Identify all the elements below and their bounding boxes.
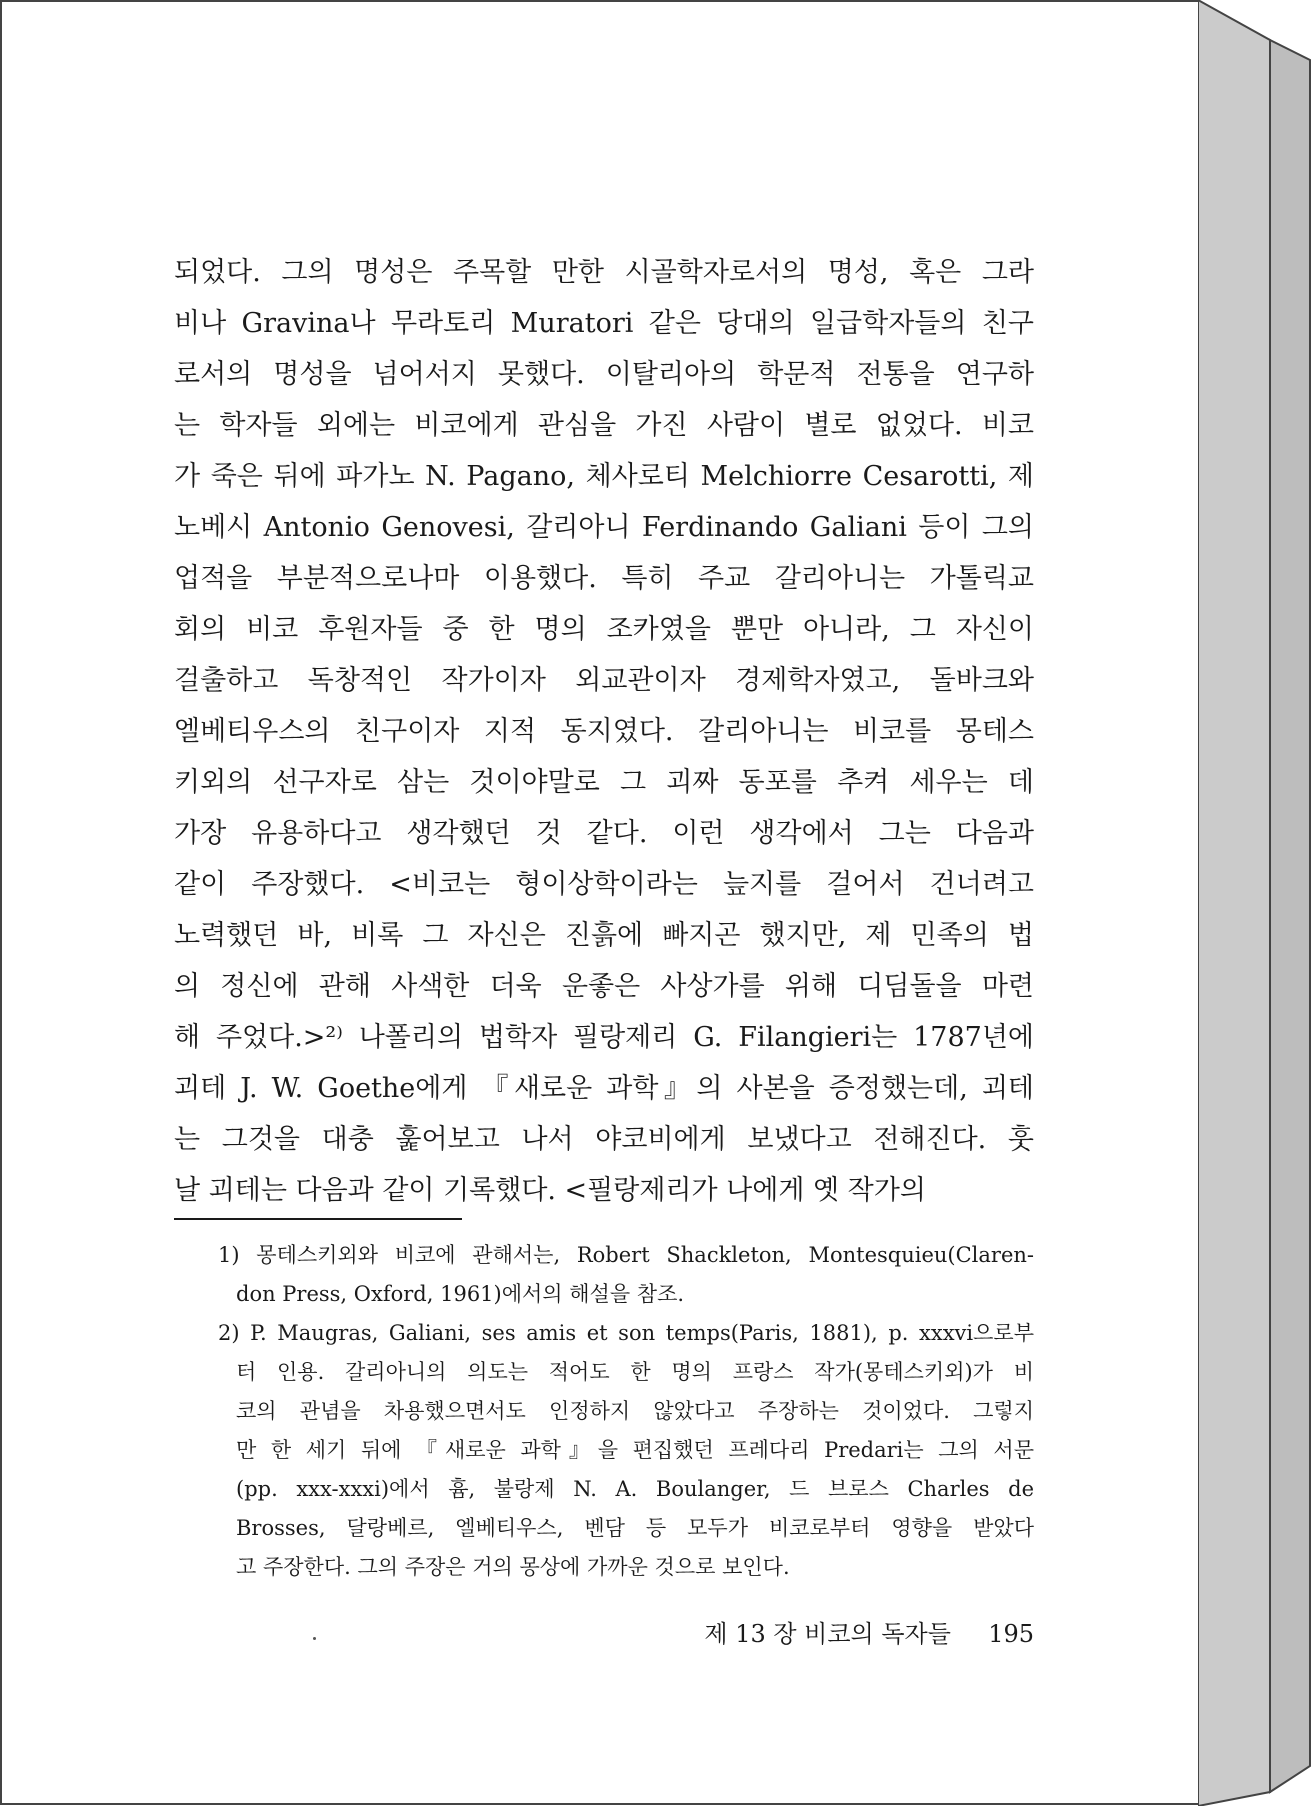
body-line: 같이 주장했다. <비코는 형이상학이라는 늪지를 걸어서 건너려고 <box>174 869 1034 900</box>
body-line: 노력했던 바, 비록 그 자신은 진흙에 빠지곤 했지만, 제 민족의 법 <box>174 920 1034 951</box>
body-text <box>174 247 1034 1216</box>
body-line: 의 정신에 관해 사색한 더욱 운좋은 사상가를 위해 디딤돌을 마련 <box>174 971 1034 1002</box>
body-line: 키외의 선구자로 삼는 것이야말로 그 괴짜 동포를 추켜 세우는 데 <box>174 767 1034 798</box>
footnote-line: 만 한 세기 뒤에 『새로운 과학』을 편집했던 프레다리 Predari는 그의 서문 <box>236 1438 1034 1462</box>
body-line: 가장 유용하다고 생각했던 것 같다. 이런 생각에서 그는 다음과 <box>174 818 1034 849</box>
body-line: 엘베티우스의 친구이자 지적 동지였다. 갈리아니는 비코를 몽테스 <box>174 716 1034 747</box>
body-line: 괴테 J. W. Goethe에게 『새로운 과학』의 사본을 증정했는데, 괴테 <box>174 1073 1034 1104</box>
body-line: 되었다. 그의 명성은 주목할 만한 시골학자로서의 명성, 혹은 그라 <box>174 257 1034 288</box>
footnotes <box>218 1236 1034 1587</box>
body-line: 로서의 명성을 넘어서지 못했다. 이탈리아의 학문적 전통을 연구하 <box>174 359 1034 390</box>
footnote-line: 2) P. Maugras, Galiani, ses amis et son temps(Paris, 1881), p. xxxvi으로부 <box>218 1321 1034 1345</box>
footnote-divider <box>174 1218 462 1220</box>
book-spine-edge <box>1198 0 1313 1806</box>
footnote-line: (pp. xxx-xxxi)에서 흄, 불랑제 N. A. Boulanger, 드 브로스 Charles de <box>236 1477 1034 1501</box>
print-speck <box>313 1637 316 1640</box>
body-line: 회의 비코 후원자들 중 한 명의 조카였을 뿐만 아니라, 그 자신이 <box>174 614 1034 645</box>
footnote-line: 1) 몽테스키외와 비코에 관해서는, Robert Shackleton, Montesquieu(Claren- <box>218 1243 1034 1267</box>
body-line: 날 괴테는 다음과 같이 기록했다. <필랑제리가 나에게 옛 작가의 <box>174 1175 926 1206</box>
body-line: 가 죽은 뒤에 파가노 N. Pagano, 체사로티 Melchiorre Cesarotti, 제 <box>174 461 1034 492</box>
body-line: 는 학자들 외에는 비코에게 관심을 가진 사람이 별로 없었다. 비코 <box>174 410 1034 441</box>
footnote-line: 코의 관념을 차용했으면서도 인정하지 않았다고 주장하는 것이었다. 그렇지 <box>236 1399 1034 1423</box>
body-line: 업적을 부분적으로나마 이용했다. 특히 주교 갈리아니는 가톨릭교 <box>174 563 1034 594</box>
body-line: 는 그것을 대충 훑어보고 나서 야코비에게 보냈다고 전해진다. 훗 <box>174 1124 1034 1155</box>
body-line: 비나 Gravina나 무라토리 Muratori 같은 당대의 일급학자들의 친구 <box>174 308 1034 339</box>
footnote-line: 고 주장한다. 그의 주장은 거의 몽상에 가까운 것으로 보인다. <box>236 1555 790 1579</box>
page-number: 195 <box>988 1620 1034 1648</box>
footnote-line: 터 인용. 갈리아니의 의도는 적어도 한 명의 프랑스 작가(몽테스키외)가 비 <box>236 1360 1034 1384</box>
body-line: 걸출하고 독창적인 작가이자 외교관이자 경제학자였고, 돌바크와 <box>174 665 1034 696</box>
chapter-title: 제 13 장 비코의 독자들 <box>704 1620 951 1648</box>
footnote-line: Brosses, 달랑베르, 엘베티우스, 벤담 등 모두가 비코로부터 영향을 받았다 <box>236 1516 1034 1540</box>
running-footer <box>700 1614 1034 1649</box>
body-line: 해 주었다.>²⁾ 나폴리의 법학자 필랑제리 G. Filangieri는 1787년에 <box>174 1022 1034 1053</box>
footnote-line: don Press, Oxford, 1961)에서의 해설을 참조. <box>236 1282 685 1306</box>
body-line: 노베시 Antonio Genovesi, 갈리아니 Ferdinando Galiani 등이 그의 <box>174 512 1034 543</box>
